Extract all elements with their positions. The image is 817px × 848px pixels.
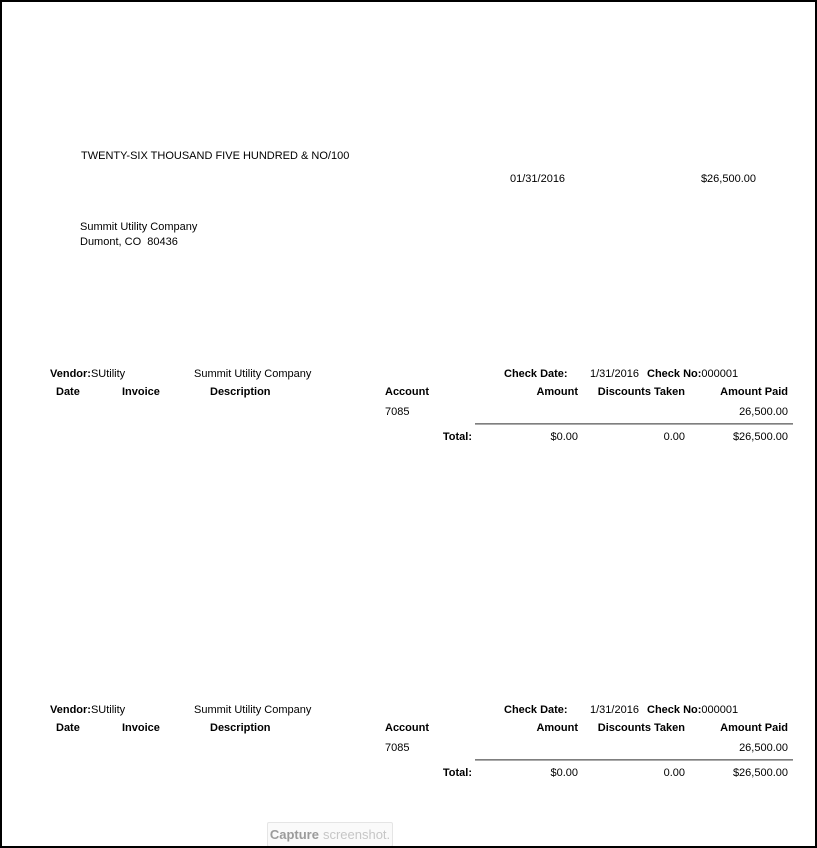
remittance-stub-2	[2, 703, 817, 783]
vendor-name: Summit Utility Company	[194, 704, 312, 716]
check-date-value: 1/31/2016	[590, 368, 639, 380]
total-label: Total:	[442, 767, 472, 779]
column-header-discounts-taken: Discounts Taken	[597, 722, 685, 734]
vendor-label: Vendor:	[50, 704, 91, 716]
vendor-label: Vendor:	[50, 368, 91, 380]
vendor-field	[50, 703, 125, 717]
vendor-id: SUtility	[90, 368, 126, 380]
total-discounts-taken: 0.00	[663, 431, 685, 443]
column-header-account: Account	[385, 722, 429, 734]
column-header-invoice: Invoice	[122, 386, 160, 398]
capture-screenshot-button[interactable]	[267, 822, 393, 847]
total-label: Total:	[442, 431, 472, 443]
line-item-account: 7085	[385, 406, 410, 418]
payee-address: Dumont, CO 80436	[80, 236, 178, 248]
check-date-label: Check Date:	[504, 704, 568, 716]
check-date-value: 1/31/2016	[590, 704, 639, 716]
total-amount: $0.00	[550, 767, 578, 779]
amount-in-words: TWENTY-SIX THOUSAND FIVE HUNDRED & NO/100	[81, 150, 350, 162]
line-item-account: 7085	[385, 742, 410, 754]
total-amount-paid: $26,500.00	[732, 431, 788, 443]
payee-name: Summit Utility Company	[80, 221, 198, 233]
check-no-label: Check No:	[647, 368, 702, 380]
column-header-date: Date	[56, 722, 80, 734]
total-divider-line	[475, 759, 793, 761]
column-header-amount: Amount	[536, 386, 578, 398]
column-header-account: Account	[385, 386, 429, 398]
check-no-value: 000001	[701, 368, 739, 380]
column-header-discounts-taken: Discounts Taken	[597, 386, 685, 398]
vendor-name: Summit Utility Company	[194, 368, 312, 380]
column-header-description: Description	[210, 722, 271, 734]
column-header-invoice: Invoice	[122, 722, 160, 734]
check-amount: $26,500.00	[700, 173, 756, 185]
total-amount-paid: $26,500.00	[732, 767, 788, 779]
column-header-amount: Amount	[536, 722, 578, 734]
column-header-amount-paid: Amount Paid	[720, 722, 788, 734]
column-header-amount-paid: Amount Paid	[720, 386, 788, 398]
capture-button-label-bold: Capture	[269, 827, 319, 842]
total-amount: $0.00	[550, 431, 578, 443]
vendor-field	[50, 367, 125, 381]
remittance-stub-1	[2, 367, 817, 447]
line-item-amount-paid: 26,500.00	[739, 742, 788, 754]
column-header-date: Date	[56, 386, 80, 398]
total-divider-line	[475, 423, 793, 425]
check-date: 01/31/2016	[510, 173, 566, 185]
column-header-description: Description	[210, 386, 271, 398]
check-date-label: Check Date:	[504, 368, 568, 380]
check-no-value: 000001	[701, 704, 739, 716]
vendor-id: SUtility	[90, 704, 126, 716]
check-no-field	[647, 367, 738, 381]
capture-button-label-rest: screenshot.	[322, 827, 391, 842]
total-discounts-taken: 0.00	[663, 767, 685, 779]
check-no-field	[647, 703, 738, 717]
line-item-amount-paid: 26,500.00	[739, 406, 788, 418]
check-no-label: Check No:	[647, 704, 702, 716]
